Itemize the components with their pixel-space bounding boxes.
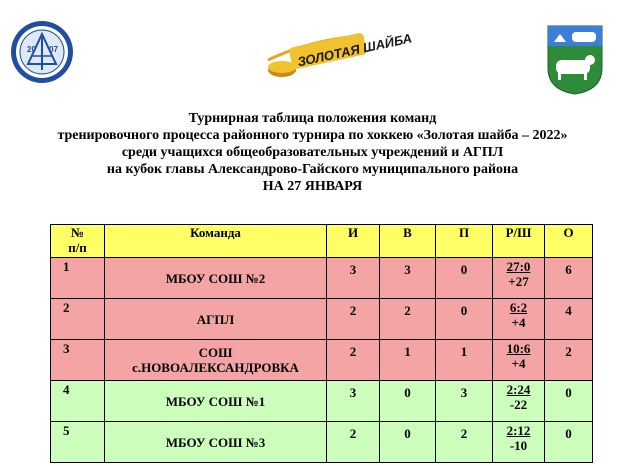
row-wins: 2: [380, 299, 436, 340]
row-games: 2: [327, 422, 380, 463]
row-no: 2: [51, 299, 105, 340]
svg-text:20: 20: [27, 45, 36, 54]
row-losses: 0: [436, 299, 493, 340]
row-goals: [493, 422, 545, 463]
row-goals: [493, 258, 545, 299]
row-goals-score: 6:2: [509, 300, 528, 315]
table-row: [51, 299, 593, 340]
row-goals-diff: -22: [509, 397, 528, 412]
col-header-team: Команда: [105, 225, 327, 258]
heading-line-1: Турнирная таблица положения команд: [188, 111, 437, 126]
col-header-games: И: [327, 225, 380, 258]
row-team: [105, 340, 327, 381]
table-header-row: [51, 225, 593, 258]
row-team: МБОУ СОШ №3: [105, 422, 327, 463]
table-row: [51, 258, 593, 299]
row-games: 2: [327, 340, 380, 381]
table-row: [51, 422, 593, 463]
row-goals-score: 2:12: [506, 423, 531, 438]
table-row: [51, 381, 593, 422]
club-emblem-icon: [10, 20, 74, 84]
row-goals-score: 2:24: [506, 382, 531, 397]
row-team: МБОУ СОШ №2: [105, 258, 327, 299]
col-header-no-line2: п/п: [68, 240, 87, 255]
row-goals-score: 10:6: [506, 341, 531, 356]
col-header-losses: П: [436, 225, 493, 258]
row-points: 0: [545, 381, 593, 422]
golden-puck-logo-icon: [260, 30, 414, 82]
row-no: 4: [51, 381, 105, 422]
district-coat-of-arms-icon: [546, 24, 604, 96]
row-points: 2: [545, 340, 593, 381]
row-wins: 3: [380, 258, 436, 299]
row-team: АГПЛ: [105, 299, 327, 340]
row-goals: [493, 299, 545, 340]
row-no: 3: [51, 340, 105, 381]
row-goals: [493, 340, 545, 381]
col-header-wins: В: [380, 225, 436, 258]
heading-line-3: среди учащихся общеобразовательных учреждений и АГПЛ: [121, 145, 504, 160]
col-header-no: [51, 225, 105, 258]
row-goals-diff: +4: [511, 356, 526, 371]
row-losses: 0: [436, 258, 493, 299]
row-points: 0: [545, 422, 593, 463]
svg-text:07: 07: [49, 45, 58, 54]
row-goals: [493, 381, 545, 422]
row-goals-diff: +4: [511, 315, 526, 330]
page-heading: [0, 110, 625, 195]
row-games: 3: [327, 258, 380, 299]
svg-text:ЗОЛОТАЯ ШАЙБА: ЗОЛОТАЯ ШАЙБА: [296, 30, 414, 70]
row-no: 1: [51, 258, 105, 299]
row-points: 4: [545, 299, 593, 340]
row-team-line1: СОШ: [198, 345, 233, 360]
row-goals-diff: +27: [508, 274, 529, 289]
row-wins: 1: [380, 340, 436, 381]
row-team-line2: с.НОВОАЛЕКСАНДРОВКА: [132, 360, 299, 375]
row-goals-diff: -10: [509, 438, 528, 453]
row-no: 5: [51, 422, 105, 463]
heading-line-4: на кубок главы Александрово-Гайского муниципального района: [106, 162, 519, 177]
col-header-points: О: [545, 225, 593, 258]
col-header-goals: Р/Ш: [493, 225, 545, 258]
row-team: МБОУ СОШ №1: [105, 381, 327, 422]
row-points: 6: [545, 258, 593, 299]
table-row: [51, 340, 593, 381]
row-wins: 0: [380, 381, 436, 422]
row-games: 2: [327, 299, 380, 340]
heading-line-5: НА 27 ЯНВАРЯ: [262, 179, 363, 194]
row-losses: 1: [436, 340, 493, 381]
heading-line-2: тренировочного процесса районного турнира по хоккею «Золотая шайба – 2022»: [57, 128, 568, 143]
col-header-no-line1: №: [70, 225, 85, 240]
row-losses: 2: [436, 422, 493, 463]
standings-table: [50, 224, 593, 463]
row-games: 3: [327, 381, 380, 422]
row-goals-score: 27:0: [506, 259, 531, 274]
row-wins: 0: [380, 422, 436, 463]
row-losses: 3: [436, 381, 493, 422]
